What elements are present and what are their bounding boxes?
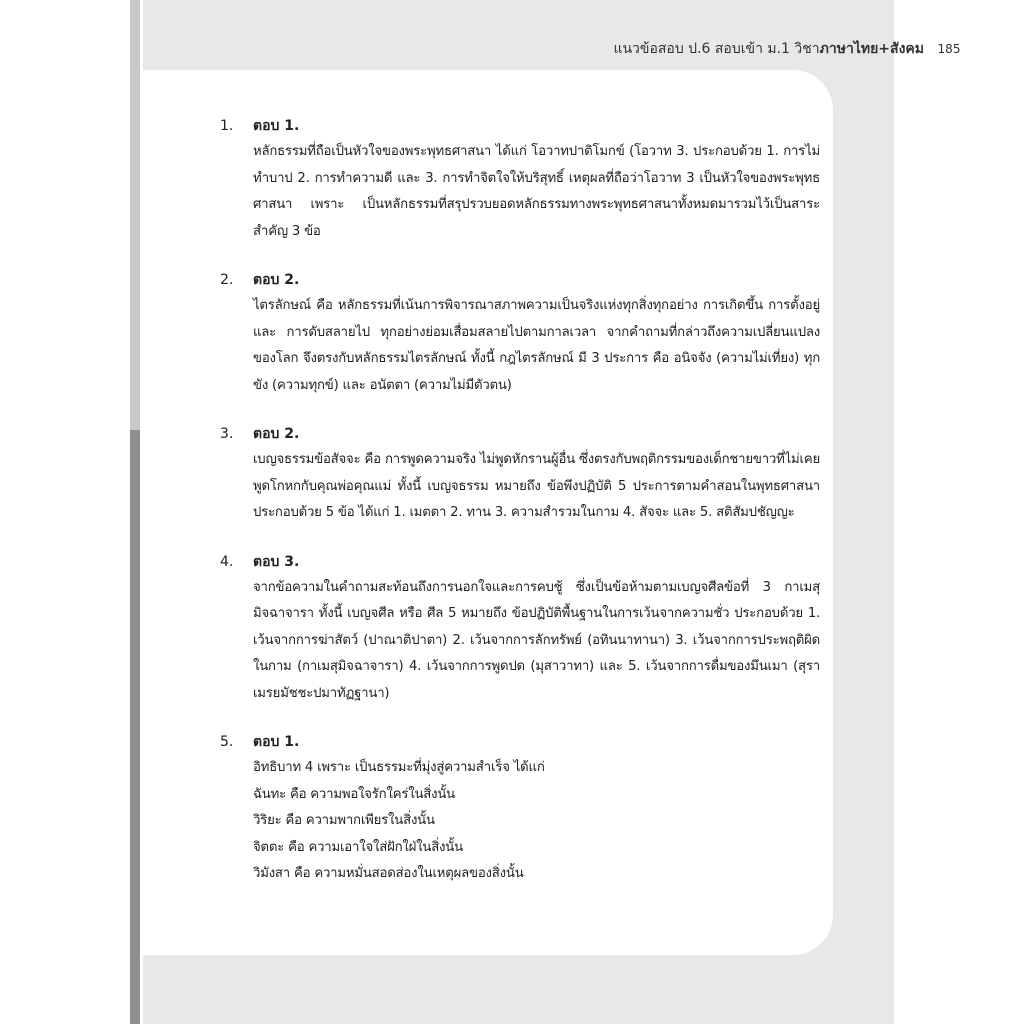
answer-item-4 <box>220 549 820 708</box>
answer-line: อิทธิบาท 4 เพราะ เป็นธรรมะที่มุ่งสู่ความสำเร็จ ได้แก่ <box>253 760 545 775</box>
answer-item-5 <box>220 729 820 888</box>
answer-item-3 <box>220 421 820 527</box>
item-number: 5. <box>220 734 234 750</box>
answer-choice: ตอบ 2. <box>253 272 300 288</box>
answer-choice: ตอบ 3. <box>253 553 300 570</box>
answer-choice: ตอบ 2. <box>253 426 300 442</box>
page-number: 185 <box>934 34 964 64</box>
item-number: 1. <box>220 118 234 134</box>
answer-line: วิริยะ คือ ความพากเพียรในสิ่งนั้น <box>253 813 435 828</box>
answer-list <box>220 113 820 908</box>
answer-explanation: ไตรลักษณ์ คือ หลักธรรมที่เน้นการพิจารณาสภาพความเป็นจริงแห่งทุกสิ่งทุกอย่าง การเกิดขึ้น การตั้งอยู่ และ การดับสลายไป ทุกอย่างย่อมเสื่อมสลายไปตามกาลเวลา จากคำถามที่กล่าวถึงความเปลี่ยนแปลงของโลก จึงตรงกับหลักธรรมไตรลักษณ์ ทั้งนี้ กฎไตรลักษณ์ มี 3 ประการ คือ อนิจจัง (ความไม่เที่ยง) ทุกขัง (ความทุกข์) และ อนัตตา (ความไม่มีตัวตน) <box>253 298 820 393</box>
answer-explanation: หลักธรรมที่ถือเป็นหัวใจของพระพุทธศาสนา ได้แก่ โอวาทปาติโมกข์ (โอวาท 3. ประกอบด้วย 1. การไม่ทำบาป 2. การทำความดี และ 3. การทำจิตใจให้บริสุทธิ์ เหตุผลที่ถือว่าโอวาท 3 เป็นหัวใจของพระพุทธศาสนา เพราะ เป็นหลักธรรมที่สรุปรวบยอดหลักธรรมทางพระพุทธศาสนาทั้งหมดมารวมไว้เป็นสาระสำคัญ 3 ข้อ <box>253 144 820 239</box>
book-spine-shadow <box>130 430 140 1024</box>
item-number: 2. <box>220 272 234 288</box>
item-number: 4. <box>220 553 234 570</box>
answer-item-1 <box>220 113 820 245</box>
answer-line: วิมังสา คือ ความหมั่นสอดส่องในเหตุผลของสิ่งนั้น <box>253 866 524 881</box>
answer-explanation: เบญจธรรมข้อสัจจะ คือ การพูดความจริง ไม่พูดหักรานผู้อื่น ซึ่งตรงกับพฤติกรรมของเด็กชายขาวที่ไม่เคยพูดโกหกกับคุณพ่อคุณแม่ ทั้งนี้ เบญจธรรม หมายถึง ข้อพึงปฏิบัติ 5 ประการตามคำสอนในพุทธศาสนา ประกอบด้วย 5 ข้อ ได้แก่ 1. เมตตา 2. ทาน 3. ความสำรวมในกาม 4. สัจจะ และ 5. สติสัมปชัญญะ <box>253 452 820 520</box>
answer-explanation: จากข้อความในคำถามสะท้อนถึงการนอกใจและการคบชู้ ซึ่งเป็นข้อห้ามตามเบญจศีลข้อที่ 3 กาเมสุมิจฉาจารา ทั้งนี้ เบญจศีล หรือ ศีล 5 หมายถึง ข้อปฏิบัติพื้นฐานในการเว้นจากความชั่ว ประกอบด้วย 1. เว้นจากการฆ่าสัตว์ (ปาณาติปาตา) 2. เว้นจากการลักทรัพย์ (อทินนาทานา) 3. เว้นจากการประพฤติผิดในกาม (กาเมสุมิจฉาจารา) 4. เว้นจากการพูดปด (มุสาวาทา) และ 5. เว้นจากการดื่มของมึนเมา (สุราเมรยมัชชะปมาทัฏฐานา) <box>253 579 820 701</box>
item-number: 3. <box>220 426 234 442</box>
answer-choice: ตอบ 1. <box>253 118 300 134</box>
header-subject: ภาษาไทย+สังคม <box>819 41 924 57</box>
answer-line: จิตตะ คือ ความเอาใจใส่ฝักใฝ่ในสิ่งนั้น <box>253 839 463 855</box>
header-title: แนวข้อสอบ ป.6 สอบเข้า ม.1 วิชาภาษาไทย+สังคม <box>613 41 924 57</box>
answer-item-2 <box>220 267 820 399</box>
answer-choice: ตอบ 1. <box>253 734 300 750</box>
page-header <box>613 34 964 64</box>
answer-line: ฉันทะ คือ ความพอใจรักใคร่ในสิ่งนั้น <box>253 786 455 802</box>
